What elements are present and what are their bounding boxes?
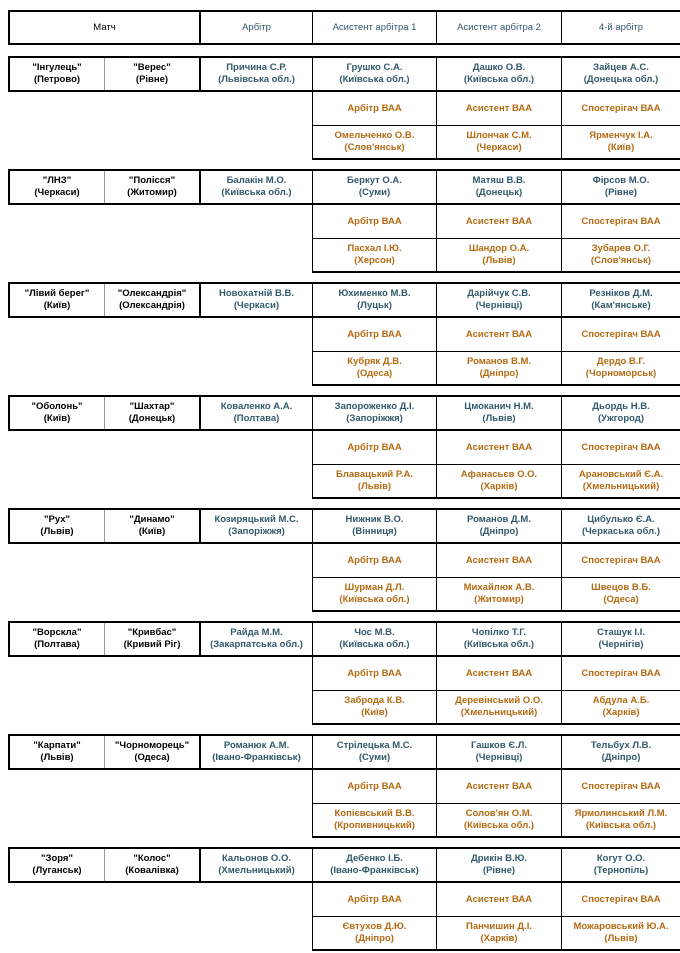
home-team: [10, 284, 104, 316]
away-team-name: "Верес": [133, 62, 171, 73]
assistant-2-region: (Чернівці): [475, 752, 523, 763]
var-assistant-region: (Хмельницький): [460, 707, 538, 718]
var-role-referee: Арбітр ВАА: [347, 667, 402, 679]
var-referee-name: Омельченко О.В.: [334, 130, 415, 141]
var-role-observer: Спостерігач ВАА: [581, 215, 661, 227]
var-observer-name: Швецов В.Б.: [591, 582, 651, 593]
var-assistant-region: (Житомир): [474, 594, 524, 605]
fourth-official-name: Дьордь Н.В.: [592, 401, 650, 412]
var-observer-name: Зубарев О.Г.: [591, 243, 651, 254]
var-role-assistant: Асистент ВАА: [465, 780, 533, 792]
home-team-city: (Київ): [43, 300, 71, 311]
assistant-2-region: (Київська обл.): [463, 74, 535, 85]
away-team: [105, 510, 199, 542]
referee-name: Новохатній В.В.: [218, 288, 295, 299]
var-observer-label: [562, 657, 680, 690]
fourth-official-region: (Донецька обл.): [583, 74, 659, 85]
away-team: [105, 849, 199, 881]
assistant-1-region: (Київська обл.): [339, 639, 410, 650]
match-block: [0, 508, 680, 612]
fourth-official-region: (Кам'янське): [591, 300, 651, 311]
referee-region: (Хмельницький): [218, 865, 295, 876]
referee-name: Райда М.М.: [230, 627, 283, 638]
var-observer-name: Дердо В.Г.: [596, 356, 646, 367]
var-assistant-cell: [437, 352, 561, 384]
var-assistant-label: [437, 770, 561, 803]
assistant-1-name: Нижник В.О.: [345, 514, 404, 525]
var-role-referee: Арбітр ВАА: [347, 780, 402, 792]
home-team-city: (Полтава): [34, 639, 80, 650]
away-team-city: (Ковалівка): [125, 865, 179, 876]
var-assistant-name: Шандор О.А.: [468, 243, 530, 254]
var-assistant-name: Деревінський О.О.: [455, 695, 543, 706]
var-observer-cell: [562, 917, 680, 949]
var-referee-label: [313, 770, 436, 803]
var-assistant-cell: [437, 804, 561, 836]
fourth-official-name: Сташук І.І.: [597, 627, 645, 638]
away-team-name: "Чорноморець": [114, 740, 190, 751]
referee-name: Козиряцький М.С.: [214, 514, 299, 525]
away-team-city: (Олександрія): [119, 300, 185, 311]
assistant-1-region: (Суми): [358, 752, 391, 763]
assistant-2-name: Гашков Є.Л.: [470, 740, 528, 751]
away-team-name: "Колос": [133, 853, 171, 864]
var-assistant-region: (Львів): [482, 255, 516, 266]
match-block: [0, 56, 680, 160]
referee-region: (Полтава): [233, 413, 280, 424]
var-observer-region: (Чорноморськ): [585, 368, 657, 379]
home-team-name: "ЛНЗ": [42, 175, 72, 186]
var-assistant-cell: [437, 126, 561, 158]
match-block: [0, 621, 680, 725]
match-block: [0, 169, 680, 273]
var-role-observer: Спостерігач ВАА: [581, 780, 661, 792]
var-observer-label: [562, 883, 680, 916]
var-referee-region: (Київська обл.): [339, 594, 410, 605]
away-team-city: (Київ): [138, 526, 166, 537]
referee-region: (Київська обл.): [221, 187, 292, 198]
assistant-1-cell: [313, 171, 436, 203]
referee-cell: [201, 397, 312, 429]
home-team: [10, 849, 104, 881]
var-observer-cell: [562, 578, 680, 610]
var-observer-cell: [562, 126, 680, 158]
var-role-assistant: Асистент ВАА: [465, 102, 533, 114]
referee-region: (Черкаси): [233, 300, 280, 311]
var-role-observer: Спостерігач ВАА: [581, 441, 661, 453]
var-observer-label: [562, 544, 680, 577]
var-referee-label: [313, 431, 436, 464]
away-team: [105, 171, 199, 203]
var-assistant-cell: [437, 239, 561, 271]
home-team: [10, 397, 104, 429]
var-assistant-label: [437, 431, 561, 464]
match-block: [0, 847, 680, 951]
var-role-observer: Спостерігач ВАА: [581, 554, 661, 566]
var-observer-region: (Харків): [602, 707, 640, 718]
fourth-official-cell: [562, 510, 680, 542]
var-observer-label: [562, 431, 680, 464]
assistant-1-cell: [313, 623, 436, 655]
assistant-2-name: Чопілко Т.Г.: [471, 627, 527, 638]
assistant-1-name: Запороженко Д.І.: [334, 401, 415, 412]
referee-name: Причина С.Р.: [226, 62, 287, 73]
match-block: [0, 734, 680, 838]
var-observer-name: Ярменчук І.А.: [589, 130, 653, 141]
var-observer-label: [562, 318, 680, 351]
away-team-city: (Кривий Ріг): [123, 639, 181, 650]
away-team-name: "Кривбас": [127, 627, 177, 638]
var-referee-name: Пасхал І.Ю.: [347, 243, 402, 254]
var-assistant-region: (Харків): [480, 933, 518, 944]
fourth-official-region: (Ужгород): [598, 413, 644, 424]
var-observer-region: (Одеса): [603, 594, 639, 605]
var-assistant-name: Афанасьєв О.О.: [460, 469, 538, 480]
away-team-name: "Олександрія": [117, 288, 187, 299]
home-team-name: "Зоря": [41, 853, 73, 864]
referee-cell: [201, 736, 312, 768]
var-assistant-name: Романов В.М.: [466, 356, 532, 367]
away-team-name: "Полісся": [128, 175, 176, 186]
var-referee-region: (Кропивницький): [334, 820, 415, 831]
var-observer-cell: [562, 465, 680, 497]
var-assistant-region: (Черкаси): [476, 142, 522, 153]
var-role-referee: Арбітр ВАА: [347, 893, 402, 905]
var-referee-name: Кубряк Д.В.: [347, 356, 402, 367]
fourth-official-cell: [562, 284, 680, 316]
var-assistant-name: Солов'ян О.М.: [465, 808, 533, 819]
away-team-name: "Динамо": [129, 514, 175, 525]
fourth-official-cell: [562, 849, 680, 881]
assistant-1-cell: [313, 736, 436, 768]
var-assistant-name: Панчишин Д.І.: [465, 921, 533, 932]
var-role-assistant: Асистент ВАА: [465, 893, 533, 905]
home-team: [10, 510, 104, 542]
assistant-1-name: Грушко С.А.: [346, 62, 403, 73]
home-team-name: "Оболонь": [31, 401, 83, 412]
assistant-1-region: (Луцьк): [357, 300, 392, 311]
var-assistant-label: [437, 205, 561, 238]
header-fourth-official: 4-й арбітр: [598, 21, 644, 33]
assistant-1-name: Юхименко М.В.: [338, 288, 411, 299]
away-team: [105, 284, 199, 316]
var-referee-cell: [313, 465, 436, 497]
var-assistant-label: [437, 92, 561, 125]
var-referee-name: Копієвський В.В.: [334, 808, 415, 819]
assistant-2-region: (Дніпро): [479, 526, 519, 537]
var-referee-label: [313, 544, 436, 577]
var-referee-name: Блавацький Р.А.: [336, 469, 413, 480]
var-referee-region: (Херсон): [354, 255, 395, 266]
home-team-city: (Луганськ): [32, 865, 82, 876]
var-observer-name: Можаровський Ю.А.: [573, 921, 669, 932]
fourth-official-region: (Черкаська обл.): [581, 526, 661, 537]
assistant-2-cell: [437, 171, 561, 203]
away-team-name: "Шахтар": [129, 401, 175, 412]
var-assistant-cell: [437, 917, 561, 949]
referee-name: Коваленко А.А.: [220, 401, 293, 412]
header-assistant-1: Асистент арбітра 1: [332, 21, 417, 33]
fourth-official-name: Когут О.О.: [596, 853, 646, 864]
var-referee-name: Євтухов Д.Ю.: [342, 921, 407, 932]
var-referee-label: [313, 883, 436, 916]
referee-name: Балакін М.О.: [226, 175, 287, 186]
var-role-assistant: Асистент ВАА: [465, 667, 533, 679]
fourth-official-cell: [562, 736, 680, 768]
var-assistant-name: Михайлюк А.В.: [463, 582, 535, 593]
var-assistant-name: Шлончак С.М.: [466, 130, 532, 141]
var-referee-label: [313, 205, 436, 238]
fourth-official-cell: [562, 397, 680, 429]
var-referee-label: [313, 92, 436, 125]
assistant-1-cell: [313, 510, 436, 542]
assistant-1-cell: [313, 58, 436, 90]
referee-region: (Закарпатська обл.): [210, 639, 303, 650]
var-referee-cell: [313, 352, 436, 384]
assistant-2-cell: [437, 58, 561, 90]
assistant-2-name: Дрикін В.Ю.: [470, 853, 528, 864]
var-referee-name: Шурман Д.Л.: [344, 582, 405, 593]
assistant-2-cell: [437, 849, 561, 881]
var-observer-region: (Львів): [604, 933, 638, 944]
var-role-referee: Арбітр ВАА: [347, 554, 402, 566]
var-assistant-cell: [437, 465, 561, 497]
away-team: [105, 397, 199, 429]
var-role-referee: Арбітр ВАА: [347, 328, 402, 340]
var-observer-cell: [562, 239, 680, 271]
assistant-2-cell: [437, 397, 561, 429]
fourth-official-name: Зайцев А.С.: [593, 62, 649, 73]
var-observer-name: Ярмолинський Л.М.: [574, 808, 668, 819]
var-observer-label: [562, 205, 680, 238]
var-referee-region: (Слов'янськ): [344, 142, 405, 153]
var-assistant-region: (Дніпро): [479, 368, 519, 379]
var-referee-cell: [313, 691, 436, 723]
assistant-1-cell: [313, 397, 436, 429]
var-role-assistant: Асистент ВАА: [465, 215, 533, 227]
var-referee-cell: [313, 804, 436, 836]
var-assistant-region: (Київська обл.): [463, 820, 535, 831]
assistant-1-name: Стрілецька М.С.: [336, 740, 413, 751]
match-block: [0, 282, 680, 386]
assistant-2-region: (Донецьк): [475, 187, 523, 198]
referee-region: (Львівська обл.): [218, 74, 295, 85]
fourth-official-cell: [562, 58, 680, 90]
var-observer-label: [562, 92, 680, 125]
var-referee-cell: [313, 917, 436, 949]
assistant-1-region: (Запоріжжя): [346, 413, 403, 424]
var-referee-region: (Одеса): [356, 368, 393, 379]
referee-cell: [201, 510, 312, 542]
away-team-city: (Донецьк): [128, 413, 176, 424]
assistant-2-name: Дарійчук С.В.: [467, 288, 531, 299]
home-team: [10, 736, 104, 768]
assistant-2-name: Романов Д.М.: [467, 514, 531, 525]
assistant-2-region: (Львів): [482, 413, 516, 424]
var-assistant-label: [437, 544, 561, 577]
fourth-official-name: Тельбух Л.В.: [590, 740, 652, 751]
fourth-official-region: (Рівне): [604, 187, 638, 198]
assistant-1-region: (Івано-Франківськ): [330, 865, 419, 876]
away-team: [105, 58, 199, 90]
var-observer-name: Абдула А.Б.: [592, 695, 650, 706]
assistant-2-cell: [437, 284, 561, 316]
referee-cell: [201, 849, 312, 881]
fourth-official-name: Цибулько Є.А.: [587, 514, 655, 525]
match-block: [0, 395, 680, 499]
header-row: [0, 10, 680, 45]
var-observer-region: (Київ): [607, 142, 635, 153]
home-team: [10, 58, 104, 90]
referee-cell: [201, 284, 312, 316]
var-observer-cell: [562, 352, 680, 384]
away-team: [105, 736, 199, 768]
var-assistant-region: (Харків): [480, 481, 518, 492]
home-team-name: "Ворскла": [32, 627, 82, 638]
home-team-name: "Лівий берег": [24, 288, 90, 299]
var-referee-region: (Київ): [361, 707, 388, 718]
referee-cell: [201, 171, 312, 203]
var-assistant-cell: [437, 691, 561, 723]
var-referee-region: (Львів): [357, 481, 392, 492]
away-team: [105, 623, 199, 655]
assistant-2-region: (Рівне): [482, 865, 516, 876]
var-role-assistant: Асистент ВАА: [465, 328, 533, 340]
home-team-city: (Київ): [43, 413, 71, 424]
referee-cell: [201, 58, 312, 90]
var-role-observer: Спостерігач ВАА: [581, 667, 661, 679]
var-observer-region: (Київська обл.): [585, 820, 657, 831]
home-team-city: (Львів): [40, 752, 74, 763]
home-team-city: (Черкаси): [34, 187, 80, 198]
assistant-1-name: Чос М.В.: [354, 627, 395, 638]
fourth-official-region: (Чернігів): [598, 639, 644, 650]
home-team-name: "Рух": [43, 514, 71, 525]
assistant-1-region: (Київська обл.): [339, 74, 410, 85]
home-team-name: "Карпати": [33, 740, 81, 751]
referee-name: Кальонов О.О.: [222, 853, 291, 864]
var-assistant-label: [437, 318, 561, 351]
home-team: [10, 171, 104, 203]
fourth-official-cell: [562, 171, 680, 203]
var-observer-cell: [562, 691, 680, 723]
assistant-2-name: Матяш В.В.: [472, 175, 526, 186]
var-referee-label: [313, 318, 436, 351]
var-assistant-label: [437, 883, 561, 916]
assistant-1-cell: [313, 284, 436, 316]
away-team-city: (Житомир): [127, 187, 177, 198]
assistant-1-name: Беркут О.А.: [347, 175, 402, 186]
var-role-observer: Спостерігач ВАА: [581, 893, 661, 905]
assistant-2-name: Дашко О.В.: [472, 62, 526, 73]
var-assistant-label: [437, 657, 561, 690]
assistant-2-name: Цмоканич Н.М.: [464, 401, 534, 412]
assistant-2-cell: [437, 623, 561, 655]
fourth-official-region: (Дніпро): [601, 752, 641, 763]
fourth-official-region: (Тернопіль): [593, 865, 649, 876]
var-referee-name: Заброда К.В.: [344, 695, 405, 706]
var-assistant-cell: [437, 578, 561, 610]
var-role-observer: Спостерігач ВАА: [581, 102, 661, 114]
assistant-2-cell: [437, 736, 561, 768]
var-referee-cell: [313, 578, 436, 610]
referee-region: (Івано-Франківськ): [212, 752, 301, 763]
var-role-referee: Арбітр ВАА: [347, 215, 402, 227]
var-referee-region: (Дніпро): [355, 933, 394, 944]
var-referee-cell: [313, 126, 436, 158]
away-team-city: (Одеса): [134, 752, 170, 763]
fourth-official-name: Фірсов М.О.: [592, 175, 650, 186]
home-team-city: (Петрово): [33, 74, 81, 85]
home-team-city: (Львів): [40, 526, 74, 537]
var-role-observer: Спостерігач ВАА: [581, 328, 661, 340]
var-observer-name: Арановський Є.А.: [578, 469, 664, 480]
assistant-1-region: (Вінниця): [352, 526, 397, 537]
var-role-referee: Арбітр ВАА: [347, 102, 402, 114]
assistant-2-cell: [437, 510, 561, 542]
assistant-1-region: (Суми): [358, 187, 391, 198]
var-observer-label: [562, 770, 680, 803]
header-match: Матч: [93, 21, 116, 33]
header-referee: Арбітр: [242, 21, 271, 33]
header-assistant-2: Асистент арбітра 2: [457, 21, 541, 33]
assistant-2-region: (Чернівці): [475, 300, 523, 311]
home-team-name: "Інгулець": [32, 62, 82, 73]
var-role-assistant: Асистент ВАА: [465, 441, 533, 453]
var-role-assistant: Асистент ВАА: [465, 554, 533, 566]
var-referee-cell: [313, 239, 436, 271]
var-role-referee: Арбітр ВАА: [347, 441, 402, 453]
assistant-2-region: (Київська обл.): [463, 639, 535, 650]
referee-region: (Запоріжжя): [228, 526, 285, 537]
referee-name: Романюк А.М.: [223, 740, 290, 751]
var-observer-region: (Хмельницький): [582, 481, 660, 492]
fourth-official-name: Резніков Д.М.: [589, 288, 653, 299]
var-observer-region: (Слов'янськ): [590, 255, 652, 266]
home-team: [10, 623, 104, 655]
assistant-1-name: Дебенко І.Б.: [346, 853, 403, 864]
assistant-1-cell: [313, 849, 436, 881]
referee-cell: [201, 623, 312, 655]
away-team-city: (Рівне): [135, 74, 169, 85]
var-referee-label: [313, 657, 436, 690]
var-observer-cell: [562, 804, 680, 836]
fourth-official-cell: [562, 623, 680, 655]
